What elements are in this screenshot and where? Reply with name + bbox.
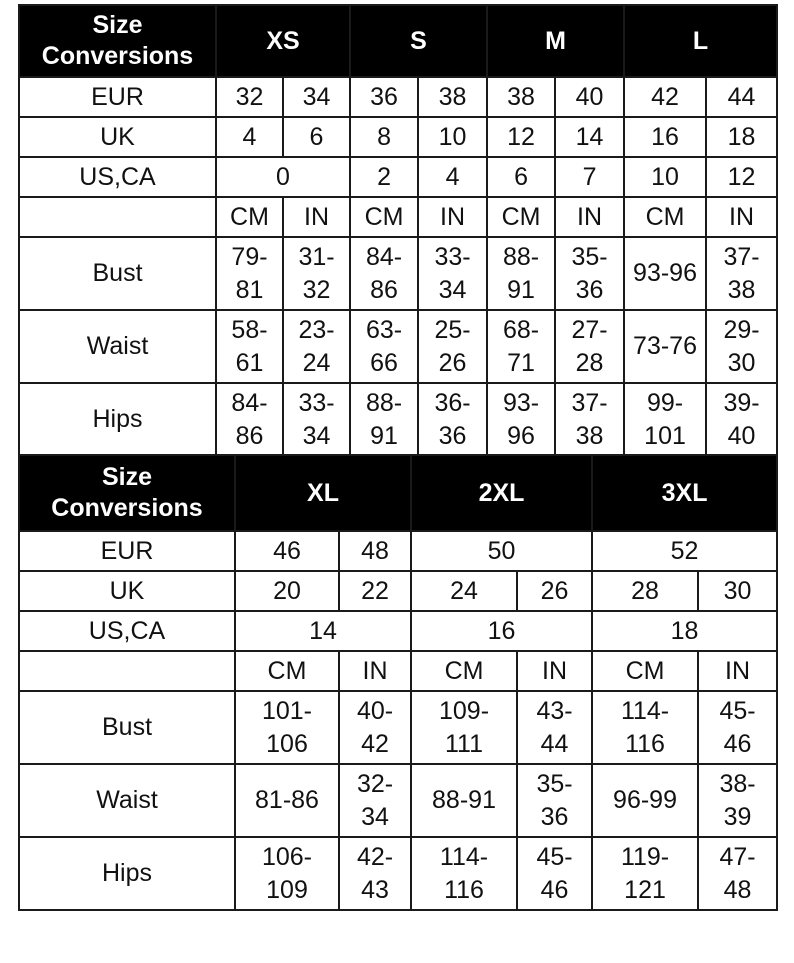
cell: 114- 116	[411, 837, 517, 910]
header-row	[19, 5, 777, 77]
unit-cell: IN	[517, 651, 592, 691]
cell: 42	[624, 77, 706, 117]
row-hips	[19, 383, 777, 456]
cell: 39- 40	[706, 383, 777, 456]
row-label: EUR	[19, 531, 235, 571]
cell: 2	[350, 157, 418, 197]
cell: 37- 38	[555, 383, 624, 456]
row-label: UK	[19, 571, 235, 611]
row-eur	[19, 77, 777, 117]
row-us-ca	[19, 611, 777, 651]
cell: 63- 66	[350, 310, 418, 383]
cell: 93- 96	[487, 383, 555, 456]
cell: 30	[698, 571, 777, 611]
row-label: Waist	[19, 764, 235, 837]
size-header-3xl: 3XL	[592, 455, 777, 531]
cell: 12	[706, 157, 777, 197]
cell: 81-86	[235, 764, 339, 837]
row-bust	[19, 237, 777, 310]
row-label: Waist	[19, 310, 216, 383]
cell: 50	[411, 531, 592, 571]
cell: 33- 34	[418, 237, 487, 310]
cell: 40- 42	[339, 691, 411, 764]
cell: 38	[418, 77, 487, 117]
cell: 45- 46	[698, 691, 777, 764]
cell: 32	[216, 77, 283, 117]
cell: 88-91	[411, 764, 517, 837]
cell: 99- 101	[624, 383, 706, 456]
unit-cell: IN	[283, 197, 350, 237]
cell: 4	[418, 157, 487, 197]
cell: 84- 86	[216, 383, 283, 456]
cell: 43- 44	[517, 691, 592, 764]
cell: 44	[706, 77, 777, 117]
cell: 26	[517, 571, 592, 611]
cell: 18	[706, 117, 777, 157]
cell: 16	[624, 117, 706, 157]
unit-cell: IN	[706, 197, 777, 237]
cell: 0	[216, 157, 350, 197]
cell: 20	[235, 571, 339, 611]
row-uk	[19, 117, 777, 157]
row-label: Bust	[19, 237, 216, 310]
unit-cell: IN	[339, 651, 411, 691]
cell: 12	[487, 117, 555, 157]
unit-cell: CM	[624, 197, 706, 237]
row-label: Hips	[19, 383, 216, 456]
size-table-xs-l	[18, 4, 778, 457]
cell: 42- 43	[339, 837, 411, 910]
size-header-2xl: 2XL	[411, 455, 592, 531]
cell: 36- 36	[418, 383, 487, 456]
header-row	[19, 455, 777, 531]
row-label: EUR	[19, 77, 216, 117]
size-header-s: S	[350, 5, 487, 77]
cell: 28	[592, 571, 698, 611]
cell: 45- 46	[517, 837, 592, 910]
cell: 37- 38	[706, 237, 777, 310]
cell: 101- 106	[235, 691, 339, 764]
cell: 96-99	[592, 764, 698, 837]
row-label	[19, 651, 235, 691]
cell: 68- 71	[487, 310, 555, 383]
cell: 6	[283, 117, 350, 157]
unit-cell: CM	[235, 651, 339, 691]
cell: 106- 109	[235, 837, 339, 910]
row-label: Bust	[19, 691, 235, 764]
cell: 35- 36	[517, 764, 592, 837]
cell: 8	[350, 117, 418, 157]
size-header-l: L	[624, 5, 777, 77]
unit-cell: CM	[411, 651, 517, 691]
row-hips	[19, 837, 777, 910]
cell: 88- 91	[487, 237, 555, 310]
cell: 46	[235, 531, 339, 571]
row-bust	[19, 691, 777, 764]
cell: 73-76	[624, 310, 706, 383]
cell: 93-96	[624, 237, 706, 310]
row-units	[19, 651, 777, 691]
cell: 10	[624, 157, 706, 197]
cell: 31- 32	[283, 237, 350, 310]
cell: 38	[487, 77, 555, 117]
cell: 27- 28	[555, 310, 624, 383]
unit-cell: CM	[350, 197, 418, 237]
cell: 18	[592, 611, 777, 651]
cell: 14	[555, 117, 624, 157]
cell: 58- 61	[216, 310, 283, 383]
cell: 16	[411, 611, 592, 651]
cell: 25- 26	[418, 310, 487, 383]
unit-cell: IN	[555, 197, 624, 237]
cell: 34	[283, 77, 350, 117]
size-header-m: M	[487, 5, 624, 77]
cell: 88- 91	[350, 383, 418, 456]
unit-cell: IN	[698, 651, 777, 691]
row-units	[19, 197, 777, 237]
cell: 29- 30	[706, 310, 777, 383]
unit-cell: IN	[418, 197, 487, 237]
row-uk	[19, 571, 777, 611]
cell: 84- 86	[350, 237, 418, 310]
cell: 6	[487, 157, 555, 197]
cell: 23- 24	[283, 310, 350, 383]
cell: 22	[339, 571, 411, 611]
cell: 7	[555, 157, 624, 197]
row-waist	[19, 310, 777, 383]
cell: 47- 48	[698, 837, 777, 910]
row-label: Hips	[19, 837, 235, 910]
cell: 48	[339, 531, 411, 571]
size-table-xl-3xl	[18, 454, 778, 911]
row-waist	[19, 764, 777, 837]
cell: 32- 34	[339, 764, 411, 837]
cell: 40	[555, 77, 624, 117]
unit-cell: CM	[592, 651, 698, 691]
row-us-ca	[19, 157, 777, 197]
cell: 14	[235, 611, 411, 651]
unit-cell: CM	[487, 197, 555, 237]
cell: 52	[592, 531, 777, 571]
unit-cell: CM	[216, 197, 283, 237]
size-conversions-header: Size Conversions	[19, 5, 216, 77]
cell: 33- 34	[283, 383, 350, 456]
size-header-xl: XL	[235, 455, 411, 531]
cell: 24	[411, 571, 517, 611]
size-header-xs: XS	[216, 5, 350, 77]
cell: 4	[216, 117, 283, 157]
row-label: US,CA	[19, 611, 235, 651]
cell: 35- 36	[555, 237, 624, 310]
row-eur	[19, 531, 777, 571]
cell: 10	[418, 117, 487, 157]
row-label: US,CA	[19, 157, 216, 197]
row-label: UK	[19, 117, 216, 157]
cell: 38- 39	[698, 764, 777, 837]
row-label	[19, 197, 216, 237]
cell: 119- 121	[592, 837, 698, 910]
size-conversions-header: Size Conversions	[19, 455, 235, 531]
cell: 36	[350, 77, 418, 117]
cell: 109- 111	[411, 691, 517, 764]
cell: 79- 81	[216, 237, 283, 310]
cell: 114- 116	[592, 691, 698, 764]
